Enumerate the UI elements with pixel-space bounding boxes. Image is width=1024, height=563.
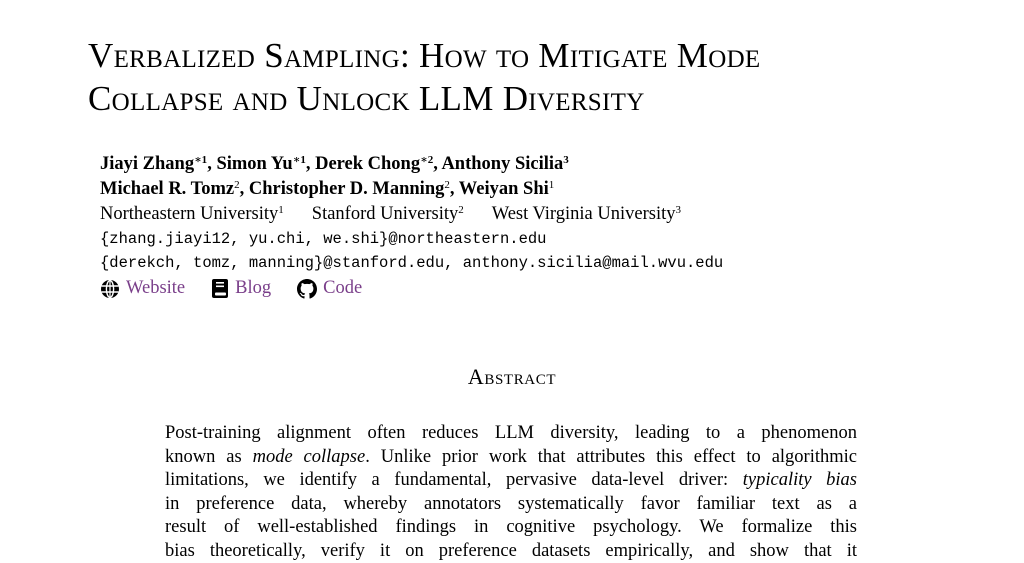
author-name: Jiayi Zhang	[100, 154, 194, 174]
author-name: Derek Chong	[315, 154, 420, 174]
abstract-line	[165, 516, 857, 540]
resource-links	[100, 276, 723, 301]
affiliations	[100, 202, 723, 227]
abstract-body	[165, 422, 857, 563]
abstract-line	[165, 493, 857, 517]
author-mark: ∗1	[194, 154, 207, 166]
title-line-2: Collapse and Unlock LLM Diversity	[88, 77, 988, 120]
abstract-text: known as	[165, 447, 253, 467]
abstract-emphasis: mode collapse	[253, 447, 366, 467]
abstract-text: in preference data, whereby annotators systematically favor familiar text as a	[165, 494, 857, 514]
abstract-line	[165, 469, 857, 493]
abstract-line	[165, 446, 857, 470]
code-link[interactable]	[297, 276, 362, 301]
website-link[interactable]	[100, 276, 185, 301]
author-sep: ,	[240, 179, 249, 199]
book-icon	[211, 278, 229, 299]
globe-icon	[100, 279, 120, 299]
author-line-1	[100, 152, 723, 177]
affiliation-mark: 2	[458, 204, 464, 216]
author-mark: 1	[549, 179, 555, 191]
author-mark: ∗2	[420, 154, 433, 166]
affiliation-name: West Virginia University	[492, 204, 676, 224]
author-sep: ,	[306, 154, 315, 174]
abstract-emphasis: typicality bias	[743, 470, 857, 490]
affiliation-name: Stanford University	[312, 204, 458, 224]
affiliation	[492, 204, 681, 224]
affiliation-mark: 1	[278, 204, 284, 216]
abstract-text: result of well-established findings in cognitive psychology. We formalize this	[165, 517, 857, 537]
affiliation-name: Northeastern University	[100, 204, 278, 224]
blog-link[interactable]	[211, 276, 271, 301]
author-mark: 2	[234, 179, 240, 191]
author-mark: ∗1	[293, 154, 306, 166]
author-sep: ,	[433, 154, 441, 174]
author-name: Weiyan Shi	[459, 179, 549, 199]
abstract-text: limitations, we identify a fundamental, pervasive data-level driver:	[165, 470, 743, 490]
paper-title	[88, 34, 988, 120]
author-name: Michael R. Tomz	[100, 179, 234, 199]
abstract-line	[165, 422, 857, 446]
affiliation-mark: 3	[675, 204, 681, 216]
blog-link-label: Blog	[235, 276, 271, 301]
github-icon	[297, 279, 317, 299]
abstract-text: bias theoretically, verify it on preference datasets empirically, and show that it	[165, 541, 857, 561]
affiliation	[312, 204, 464, 224]
author-sep: ,	[207, 154, 216, 174]
author-block	[100, 152, 723, 301]
author-name: Simon Yu	[216, 154, 292, 174]
author-mark: 3	[563, 154, 569, 166]
abstract-text: Post-training alignment often reduces LLM diversity, leading to a phenomenon	[165, 423, 857, 443]
author-mark: 2	[444, 179, 450, 191]
author-name: Anthony Sicilia	[441, 154, 563, 174]
code-link-label: Code	[323, 276, 362, 301]
author-line-2	[100, 177, 723, 202]
title-line-1: Verbalized Sampling: How to Mitigate Mode	[88, 34, 988, 77]
abstract-text: . Unlike prior work that attributes this effect to algorithmic	[365, 447, 857, 467]
author-name: Christopher D. Manning	[249, 179, 444, 199]
email-line-2: {derekch, tomz, manning}@stanford.edu, anthony.sicilia@mail.wvu.edu	[100, 251, 723, 275]
abstract-line	[165, 540, 857, 563]
website-link-label: Website	[126, 276, 185, 301]
author-sep: ,	[450, 179, 459, 199]
abstract-heading: Abstract	[0, 364, 1024, 390]
email-line-1: {zhang.jiayi12, yu.chi, we.shi}@northeastern.edu	[100, 227, 723, 251]
affiliation	[100, 204, 284, 224]
